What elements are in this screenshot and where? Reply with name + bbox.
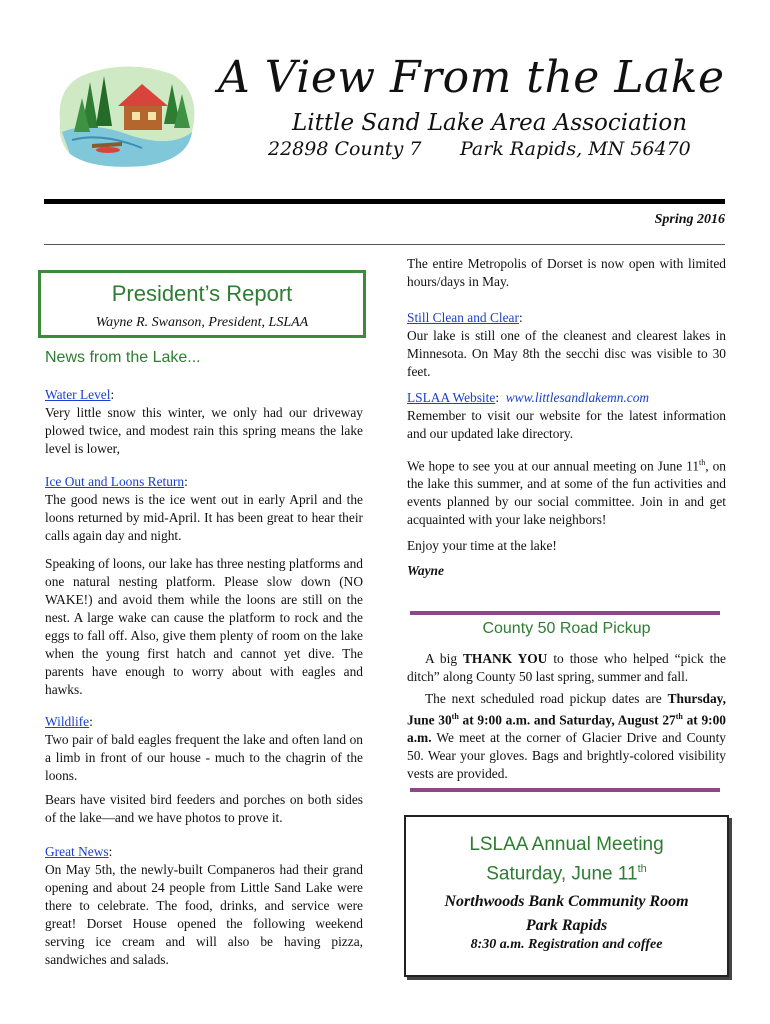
meeting-time: 8:30 a.m. Registration and coffee <box>470 937 663 952</box>
clean-clear-heading: Still Clean and Clear <box>407 310 519 325</box>
road-p1-a: A big <box>425 651 463 666</box>
address-city: Park Rapids, MN 56470 <box>460 138 691 160</box>
website-heading: LSLAA Website <box>407 390 496 405</box>
presidents-report-box <box>38 270 366 338</box>
road-p2-bold1: Thursday, June 30 <box>407 691 726 728</box>
road-pickup-heading: County 50 Road Pickup <box>482 620 651 637</box>
meeting-paragraph <box>407 454 726 529</box>
meeting-para-sup: th <box>699 458 706 467</box>
dorset-paragraph: The entire Metropolis of Dorset is now open with limited hours/days in May. <box>407 256 726 289</box>
great-news-text: On May 5th, the newly-built Companeros had their grand opening and about 24 people from Little Sand Lake were there to celebrate. The food, drinks, and service were great! Dorset House opened the following weekend serving ice cream and will also be having pizza, sandwiches and salads. <box>45 862 363 967</box>
section-divider <box>44 244 725 245</box>
ice-out-heading: Ice Out and Loons Return <box>45 474 185 489</box>
road-p1-b: to those who helped “pick the ditch” along County 50 last spring, summer and fall. <box>407 651 726 684</box>
road-pickup-bottom-divider <box>410 788 720 792</box>
newsletter-title: A View From the Lake <box>218 52 725 103</box>
road-p2-sup2: th <box>675 712 683 721</box>
meeting-para-text-a: We hope to see you at our annual meeting on June 11 <box>407 458 700 474</box>
annual-meeting-heading-line1: LSLAA Annual Meeting <box>469 834 664 855</box>
ice-out-section: Ice Out and Loons Return: The good news is the ice went out in early April and the loons returned by mid-April. It has been great to hear their calls again day and night. <box>45 474 363 543</box>
loons-paragraph: Speaking of loons, our lake has three nesting platforms and one natural nesting platform. Please slow down (NO WAKE!) and avoid them while the loons are still on the nest. A large wake can cause the platform to rock and the eggs to fall off. Also, give them plenty of room on the lake when the young first hatch and cannot yet dive. The parents have enough to worry about with eagles and hawks. <box>45 556 363 697</box>
enjoy-line: Enjoy your time at the lake! <box>407 538 557 553</box>
wildlife-heading: Wildlife <box>45 714 90 729</box>
road-pickup-dates <box>407 690 726 783</box>
meeting-city: Park Rapids <box>525 917 608 934</box>
clean-clear-text: Our lake is still one of the cleanest and clearest lakes in Minnesota. On May 8th the secchi disc was visible to 30 feet. <box>407 328 726 379</box>
road-p2-b: We meet at the corner of Glacier Drive and County 50. Wear your gloves. Bags and brightly-colored visibility vests are provided. <box>407 730 726 782</box>
road-pickup-thanks <box>407 650 726 686</box>
ice-out-text: The good news is the ice went out in early April and the loons returned by mid-April. It has been great to hear their calls again day and night. <box>45 492 363 543</box>
road-p2-bold2: at 9:00 a.m. and Saturday, August 27 <box>458 712 676 728</box>
great-news-section: Great News: On May 5th, the newly-built Companeros had their grand opening and about 24 people from Little Sand Lake were there to celebrate. The food, drinks, and service were great! Dorset House opened the following weekend serving ice cream and will also be having pizza, sandwiches and salads. <box>45 844 363 967</box>
water-level-heading: Water Level <box>45 387 111 402</box>
road-p2-bold3: at 9:00 a.m. <box>407 712 726 746</box>
annual-meeting-box <box>404 815 729 977</box>
annual-meeting-heading <box>406 833 727 886</box>
annual-meeting-date-sup: th <box>637 863 647 875</box>
association-name: Little Sand Lake Area Association <box>292 110 688 136</box>
great-news-heading: Great News <box>45 844 109 859</box>
president-byline: Wayne R. Swanson, President, LSLAA <box>95 315 309 330</box>
news-heading: News from the Lake... <box>45 349 201 366</box>
meeting-para-text-b: , on the lake this summer, and at some of the fun activities and events planned by our social committee. Join in and get acquainted with your lake neighbors! <box>407 458 726 528</box>
road-p2-sup1: th <box>451 712 459 721</box>
website-text: Remember to visit our website for the latest information and our updated lake directory. <box>407 408 726 441</box>
clean-clear-section: Still Clean and Clear: Our lake is still one of the cleanest and clearest lakes in Minnesota. On May 8th the secchi disc was visible to 30 feet. <box>407 310 726 379</box>
bears-paragraph: Bears have visited bird feeders and porches on both sides of the lake—and we have photos to prove it. <box>45 792 363 825</box>
wildlife-section: Wildlife: Two pair of bald eagles frequent the lake and often land on a limb in front of our house - much to the chagrin of the loons. <box>45 714 363 783</box>
address-street: 22898 County 7 <box>268 138 422 160</box>
header-divider <box>44 199 725 204</box>
meeting-location: Northwoods Bank Community Room <box>444 893 689 910</box>
website-section: LSLAA Website: www.littlesandlakemn.com Remember to visit our website for the latest information and our updated lake directory. <box>407 390 726 441</box>
water-level-section: Water Level: Very little snow this winter, we only had our driveway plowed twice, and modest rain this spring means the lake level is lower, <box>45 387 363 456</box>
website-url-link[interactable]: www.littlesandlakemn.com <box>505 390 650 405</box>
water-level-text: Very little snow this winter, we only had our driveway plowed twice, and modest rain this spring means the lake level is lower, <box>45 405 363 456</box>
road-pickup-top-divider <box>410 611 720 615</box>
lake-cabin-logo-image <box>52 62 202 172</box>
presidents-report-heading: President’s Report <box>111 281 293 306</box>
wildlife-text: Two pair of bald eagles frequent the lake and often land on a limb in front of our house - much to the chagrin of the loons. <box>45 732 363 783</box>
annual-meeting-date: Saturday, June 11 <box>486 863 638 885</box>
road-p2-a: The next scheduled road pickup dates are <box>425 691 668 706</box>
issue-date: Spring 2016 <box>654 212 725 227</box>
road-p1-bold: THANK YOU <box>463 651 548 666</box>
signature: Wayne <box>407 563 444 578</box>
